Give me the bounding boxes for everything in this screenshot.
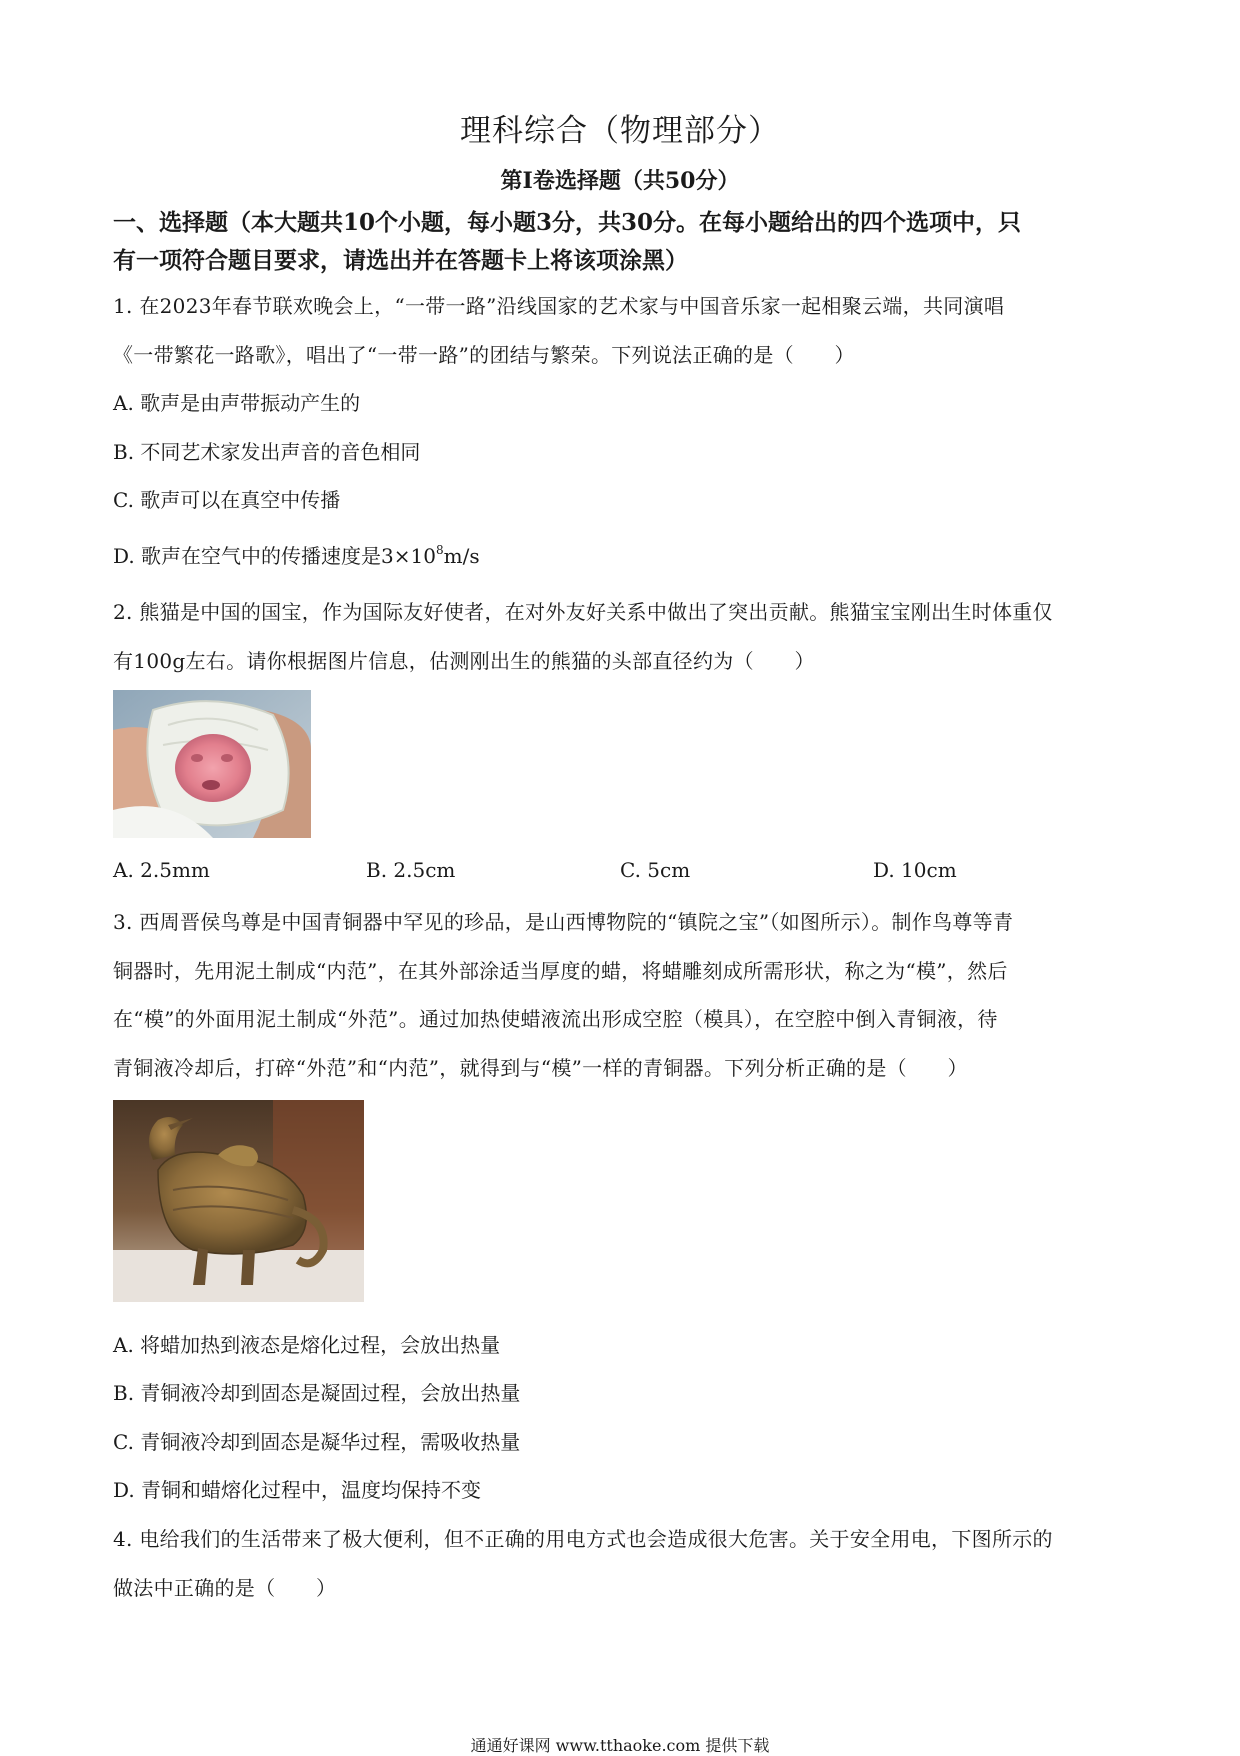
question-2-option-d: D. 10cm — [873, 858, 957, 882]
question-3-line1: 3. 西周晋侯鸟尊是中国青铜器中罕见的珍品，是山西博物院的“镇院之宝”（如图所示）。制作鸟尊等青 — [113, 910, 1014, 934]
question-2-line2: 有100g左右。请你根据图片信息，估测刚出生的熊猫的头部直径约为（ ） — [113, 649, 815, 673]
question-1-option-b: B. 不同艺术家发出声音的音色相同 — [113, 440, 421, 464]
option-d-text: D. 歌声在空气中的传播速度是3×10 — [113, 544, 436, 568]
question-1-option-a: A. 歌声是由声带振动产生的 — [113, 391, 361, 415]
page-footer: 通通好课网 www.tthaoke.com 提供下载 — [470, 1736, 770, 1755]
question-2-option-c: C. 5cm — [620, 858, 691, 882]
bronze-bird-vessel-photo — [113, 1100, 364, 1302]
question-3-line2: 铜器时，先用泥土制成“内范”，在其外部涂适当厚度的蜡，将蜡雕刻成所需形状，称之为“模”，然后 — [113, 959, 1008, 983]
question-3-option-a: A. 将蜡加热到液态是熔化过程，会放出热量 — [113, 1333, 501, 1357]
question-1-option-d — [113, 540, 480, 569]
newborn-panda-photo — [113, 690, 311, 838]
question-4-line1: 4. 电给我们的生活带来了极大便利，但不正确的用电方式也会造成很大危害。关于安全用电，下图所示的 — [113, 1527, 1053, 1551]
option-d-unit: m/s — [443, 544, 480, 568]
question-4-line2: 做法中正确的是（ ） — [113, 1576, 337, 1600]
section-subtitle: 第I卷选择题（共50分） — [500, 168, 740, 194]
question-1-line2: 《一带繁花一路歌》，唱出了“一带一路”的团结与繁荣。下列说法正确的是（ ） — [113, 343, 855, 367]
question-2-line1: 2. 熊猫是中国的国宝，作为国际友好使者，在对外友好关系中做出了突出贡献。熊猫宝宝刚出生时体重仅 — [113, 600, 1053, 624]
question-1-option-c: C. 歌声可以在真空中传播 — [113, 488, 341, 512]
option-d-exponent: 8 — [435, 543, 444, 557]
page-title: 理科综合（物理部分） — [460, 113, 780, 149]
question-2-option-b: B. 2.5cm — [366, 858, 456, 882]
question-3-option-d: D. 青铜和蜡熔化过程中，温度均保持不变 — [113, 1478, 482, 1502]
question-3-line4: 青铜液冷却后，打碎“外范”和“内范”，就得到与“模”一样的青铜器。下列分析正确的是（ ） — [113, 1056, 968, 1080]
question-2-option-a: A. 2.5mm — [113, 858, 210, 882]
question-3-line3: 在“模”的外面用泥土制成“外范”。通过加热使蜡液流出形成空腔（模具），在空腔中倒入青铜液，待 — [113, 1007, 998, 1031]
question-3-option-b: B. 青铜液冷却到固态是凝固过程，会放出热量 — [113, 1381, 521, 1405]
section-heading-line1: 一、选择题（本大题共10个小题，每小题3分，共30分。在每小题给出的四个选项中，只 — [113, 209, 1022, 236]
section-heading-line2: 有一项符合题目要求，请选出并在答题卡上将该项涂黑） — [113, 247, 688, 274]
question-1-line1: 1. 在2023年春节联欢晚会上，“一带一路”沿线国家的艺术家与中国音乐家一起相聚云端，共同演唱 — [113, 294, 1005, 318]
question-3-option-c: C. 青铜液冷却到固态是凝华过程，需吸收热量 — [113, 1430, 521, 1454]
